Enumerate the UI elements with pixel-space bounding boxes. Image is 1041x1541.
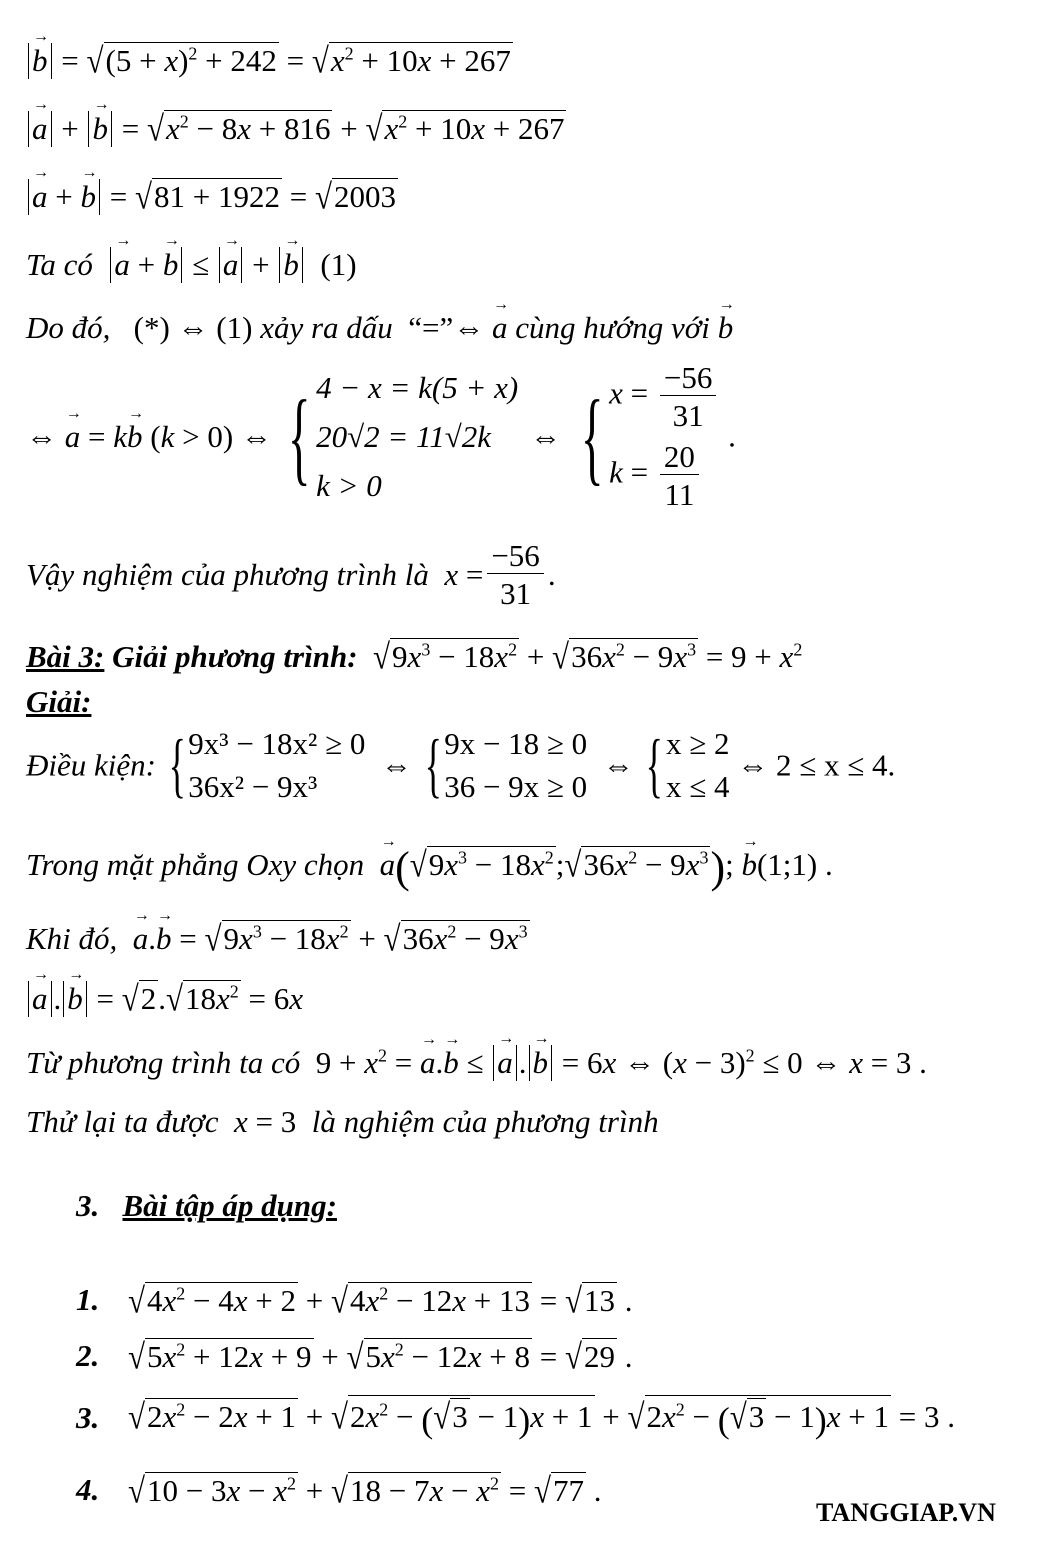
- exercise-1: $√4x^2 - 4x + 2 + √4x^2 - 12x + 13 = √13$ .: [128, 1280, 633, 1321]
- exercise-4-number: 4.: [76, 1472, 100, 1507]
- condition-block: Điều kiện: { 9x³ − 18x² ≥ 0 36x² − 9x³ ⇔ { 9x − 18 ≥ 0 36 − 9x ≥ 0 ⇔ { x ≥ 2 x ≤ 4 ⇔ 2 ≤ x ≤ 4.: [26, 725, 896, 805]
- giai-heading: Giải:: [26, 684, 92, 719]
- exercise-3-number: 3.: [76, 1400, 100, 1435]
- line-norm-sum: → a + → b = √81 + 1922 = √2003: [26, 178, 398, 215]
- line-equality-condition: Do đó, (*) ⇔ (1) xảy ra dấu “=”⇔ → a cùng hướng với → b: [26, 312, 733, 343]
- line-norm-b: → $b = √(5 + x)^2 + 242 = √x^2 + 10x + 267$: [26, 42, 513, 79]
- system-block: ⇔ → a = k→ b (k > 0) ⇔ { 4 − x = k(5 + x) 20√2 = 11√2k k > 0 ⇔ { x = $\frac{-56}{31}$ k = $\frac{20}{11}$ .: [26, 362, 736, 510]
- dot-product: Khi đó, → $a.\to b = √9x^3 - 18x^2 + √36x^2 - 9x^3$: [26, 920, 530, 954]
- conclusion-1: Vậy nghiệm của phương trình là x = $\frac{-56}{31}$ .: [26, 538, 556, 611]
- derivation: Từ phương trình ta có $9 + x^2$ = → a.→ b ≤ → a .→ b = 6x ⇔ $(x - 3)^2 \le 0$ ⇔ x = 3 .: [26, 1045, 927, 1081]
- exercise-2: $√5x^2 + 12x + 9 + √5x^2 - 12x + 8 = √29$ .: [128, 1336, 633, 1377]
- line-inequality: Ta có → a + → b ≤ → a + → b (1): [26, 247, 357, 283]
- line-sum-norms: → a + → $b = √x^2 - 8x + 816 + √x^2 + 10x + 267$: [26, 110, 566, 147]
- exercise-4: $√10 - 3x - x^2 + √18 - 7x - x^2 = √77$ .: [128, 1470, 602, 1511]
- bai3-heading: Bài 3: Giải phương trình: $√9x^3 - 18x^2 + √36x^2 - 9x^3 = 9 + x^2$: [26, 636, 803, 677]
- verification: Thử lại ta được x = 3 là nghiệm của phương trình: [26, 1104, 659, 1139]
- exercise-3: $√2x^2 - 2x + 1 + √2x^2 - (√3 - 1)x + 1 + √2x^2 - (√3 - 1)x + 1 = 3$ .: [128, 1396, 955, 1440]
- choose-vectors: Trong mặt phẳng Oxy chọn → $a(√9x^3$ − $18x^2;√36x^2 - 9x^3$); → b(1;1) .: [26, 846, 833, 890]
- footer-brand: TANGGIAP.VN: [816, 1498, 996, 1527]
- exercise-1-number: 1.: [76, 1282, 100, 1317]
- section3-heading: 3. Bài tập áp dụng:: [76, 1188, 337, 1223]
- exercise-2-number: 2.: [76, 1338, 100, 1373]
- norm-product: → a .→ $b = √2.√18x^2 = 6x$: [26, 980, 303, 1017]
